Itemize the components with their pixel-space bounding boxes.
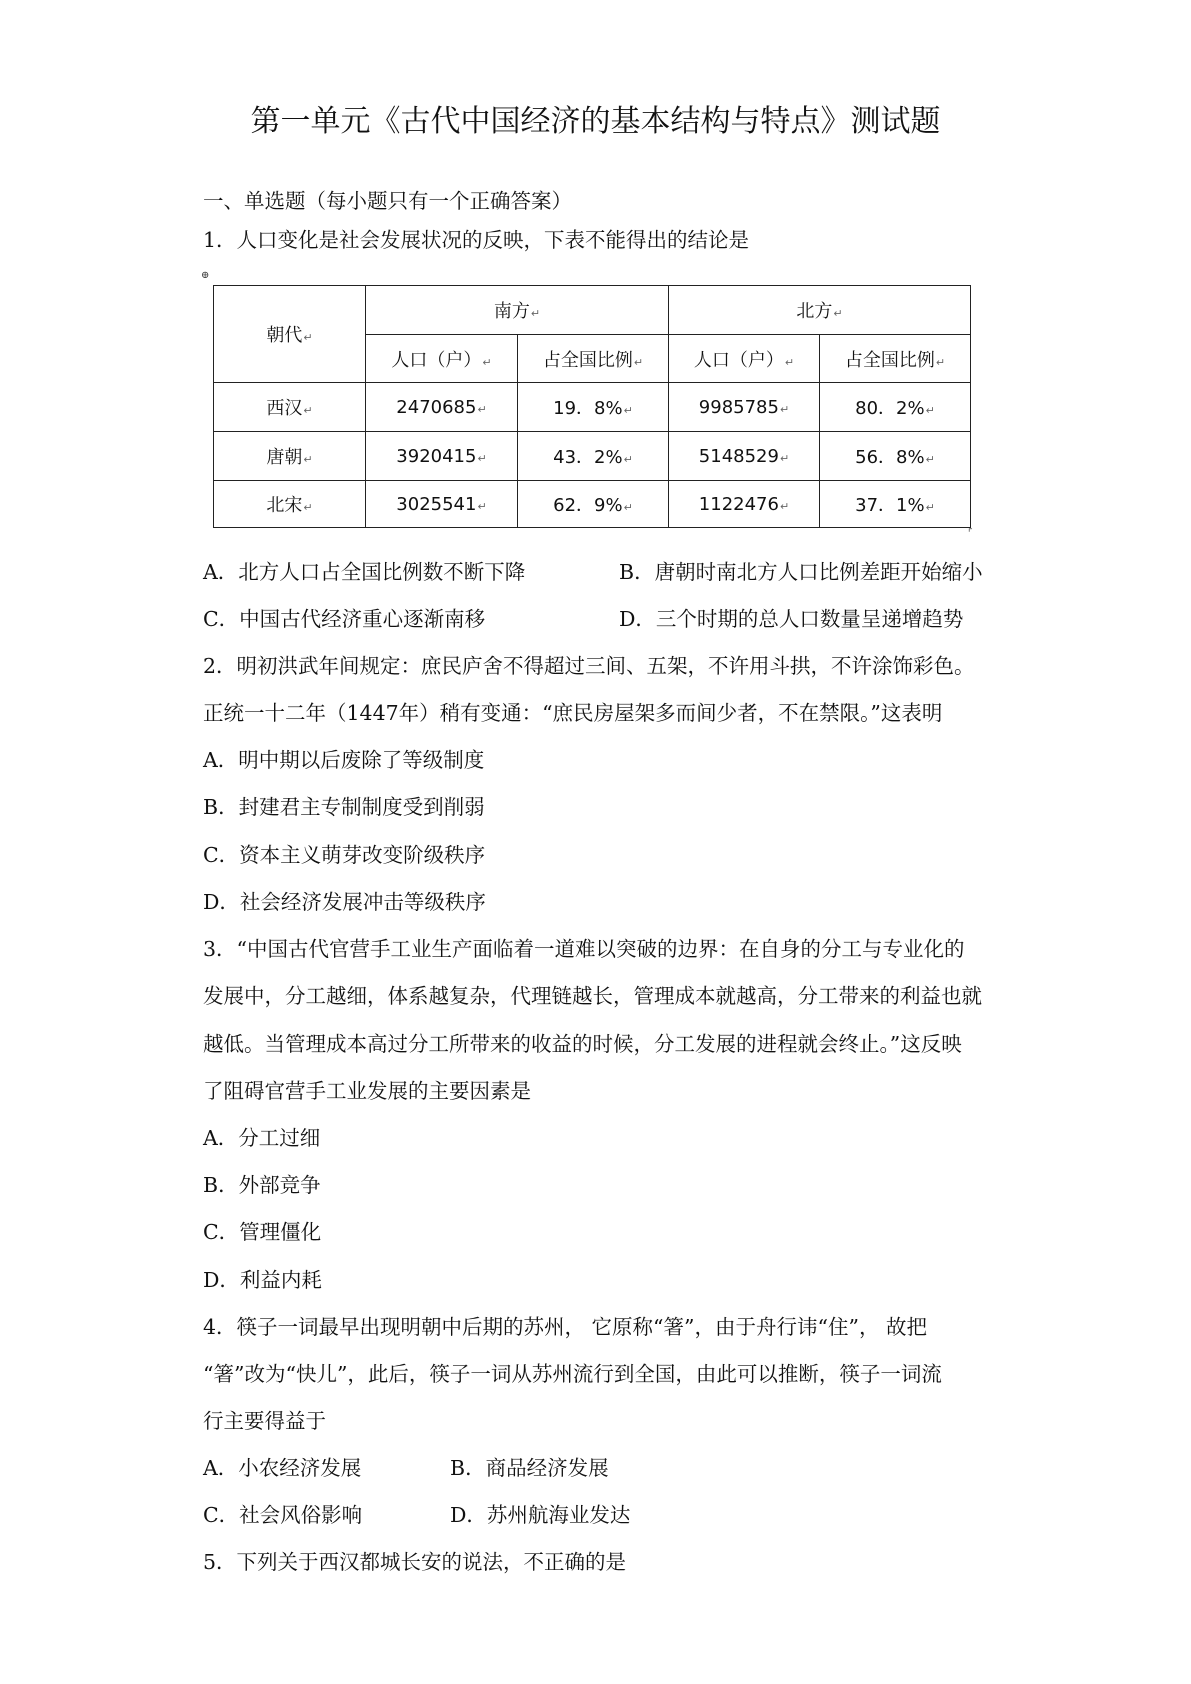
table-row <box>214 481 971 528</box>
q1-option-d[interactable]: D．三个时期的总人口数量呈递增趋势 <box>619 607 964 631</box>
q3-option-b[interactable]: B．外部竞争 <box>203 1173 321 1197</box>
q3-option-c[interactable]: C．管理僵化 <box>203 1220 322 1244</box>
table-cell: 1122476 ↵ <box>669 481 820 528</box>
document-title: 第一单元《古代中国经济的基本结构与特点》测试题 <box>250 104 941 139</box>
question-3-stem: 3．“中国古代官营手工业生产面临着一道难以突破的边界：在自身的分工与专业化的 <box>203 937 965 961</box>
q2-option-a[interactable]: A．明中期以后废除了等级制度 <box>203 748 485 772</box>
q1-option-c[interactable]: C．中国古代经济重心逐渐南移 <box>203 607 486 631</box>
subheader: 占全国比例 ↵ <box>820 335 971 383</box>
question-3-stem: 发展中，分工越细，体系越复杂，代理链越长，管理成本就越高，分工带来的利益也就 <box>203 984 982 1008</box>
q3-option-d[interactable]: D．利益内耗 <box>203 1268 322 1292</box>
question-3-stem: 越低。当管理成本高过分工所带来的收益的时候，分工发展的进程就会终止。”这反映 <box>203 1032 962 1056</box>
question-3-stem: 了阻碍官营手工业发展的主要因素是 <box>203 1079 531 1103</box>
q2-option-b[interactable]: B．封建君主专制制度受到削弱 <box>203 795 485 819</box>
header-north: 北方 ↵ <box>669 286 971 335</box>
table-cell: 19．8% ↵ <box>518 383 669 432</box>
subheader: 人口（户） ↵ <box>669 335 820 383</box>
table-row <box>214 383 971 432</box>
header-dynasty: 朝代 ↵ <box>214 286 366 383</box>
question-4-stem: 行主要得益于 <box>203 1409 326 1433</box>
table-move-handle-icon[interactable]: ⊕ <box>201 270 210 281</box>
subheader: 占全国比例 ↵ <box>518 335 669 383</box>
q1-option-b[interactable]: B．唐朝时南北方人口比例差距开始缩小 <box>619 560 983 584</box>
q3-option-a[interactable]: A．分工过细 <box>203 1126 321 1150</box>
table-resize-handle-icon[interactable]: ⌜ <box>968 528 973 539</box>
table-cell: 62．9% ↵ <box>518 481 669 528</box>
table-cell: 5148529 ↵ <box>669 432 820 481</box>
table-cell: 9985785 ↵ <box>669 383 820 432</box>
question-4-stem: “箸”改为“快儿”，此后，筷子一词从苏州流行到全国，由此可以推断，筷子一词流 <box>203 1362 942 1386</box>
table-cell: 3920415 ↵ <box>366 432 518 481</box>
dynasty-cell: 北宋 ↵ <box>214 481 366 528</box>
q2-option-c[interactable]: C．资本主义萌芽改变阶级秩序 <box>203 843 486 867</box>
table-cell: 3025541 ↵ <box>366 481 518 528</box>
table-header-row <box>214 286 971 335</box>
question-2-stem: 2．明初洪武年间规定：庶民庐舍不得超过三间、五架，不许用斗拱，不许涂饰彩色。 <box>203 654 975 678</box>
subheader: 人口（户） ↵ <box>366 335 518 383</box>
q4-option-d[interactable]: D．苏州航海业发达 <box>450 1503 631 1527</box>
question-1-stem: 1．人口变化是社会发展状况的反映，下表不能得出的结论是 <box>203 228 750 252</box>
table-cell: 80．2% ↵ <box>820 383 971 432</box>
section-heading: 一、单选题（每小题只有一个正确答案） <box>203 189 572 213</box>
table-cell: 37．1% ↵ <box>820 481 971 528</box>
dynasty-cell: 唐朝 ↵ <box>214 432 366 481</box>
table-row <box>214 432 971 481</box>
question-5-stem: 5．下列关于西汉都城长安的说法，不正确的是 <box>203 1550 627 1574</box>
dynasty-cell: 西汉 ↵ <box>214 383 366 432</box>
question-4-stem: 4．筷子一词最早出现明朝中后期的苏州， 它原称“箸”，由于舟行讳“住”， 故把 <box>203 1315 927 1339</box>
q1-option-a[interactable]: A．北方人口占全国比例数不断下降 <box>203 560 526 584</box>
q2-option-d[interactable]: D．社会经济发展冲击等级秩序 <box>203 890 486 914</box>
table-cell: 2470685 ↵ <box>366 383 518 432</box>
question-2-stem: 正统一十二年（1447年）稍有变通：“庶民房屋架多而间少者，不在禁限。”这表明 <box>203 701 943 725</box>
table-cell: 43．2% ↵ <box>518 432 669 481</box>
population-table <box>213 285 971 528</box>
q4-option-c[interactable]: C．社会风俗影响 <box>203 1503 363 1527</box>
table-cell: 56．8% ↵ <box>820 432 971 481</box>
q4-option-a[interactable]: A．小农经济发展 <box>203 1456 362 1480</box>
header-south: 南方 ↵ <box>366 286 669 335</box>
q4-option-b[interactable]: B．商品经济发展 <box>450 1456 609 1480</box>
